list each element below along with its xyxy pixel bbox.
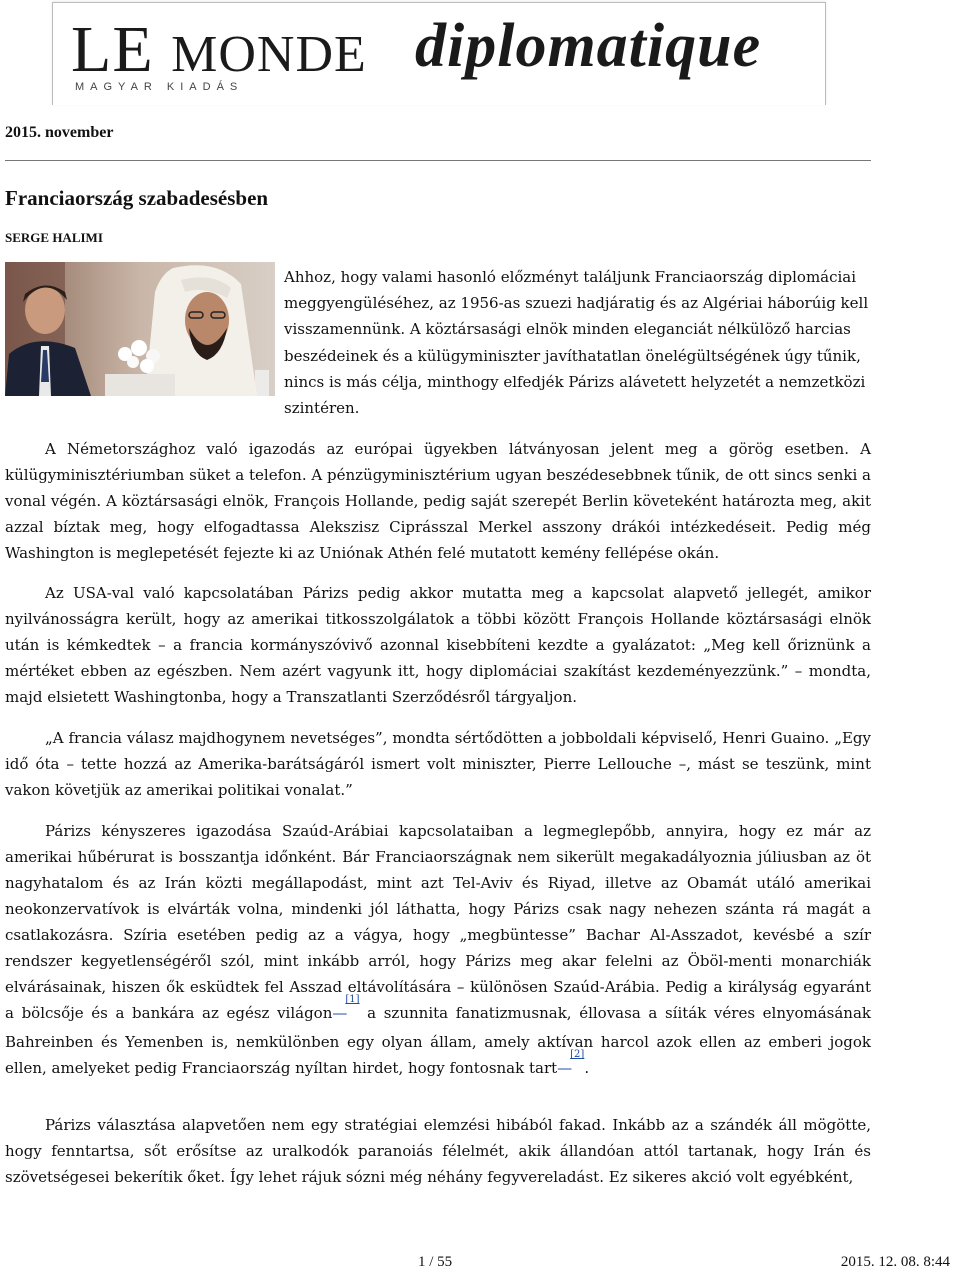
print-timestamp: 2015. 12. 08. 8:44	[840, 1254, 950, 1270]
article-title: Franciaország szabadesésben	[5, 186, 269, 210]
logo-le: LE	[71, 13, 154, 86]
masthead-logo	[52, 2, 826, 105]
footnote-link-1[interactable]: [1]	[345, 994, 360, 1005]
paragraph-4	[5, 818, 871, 1084]
logo-monde: MONDE	[171, 26, 367, 83]
logo-edition: MAGYAR KIADÁS	[75, 81, 244, 93]
article-author: SERGE HALIMI	[5, 230, 103, 245]
footnote-link-2[interactable]: [2]	[570, 1049, 585, 1060]
article-lead: Ahhoz, hogy valami hasonló előzményt találjunk Franciaország diplomáciai meggyengüléséhez, az 1956-as szuezi hadjáratig és az Algériai háborúig kell visszamennünk. A köztársasági elnök minden eleganciát nélkülöző harcias beszédeinek és a külügyminiszter javíthatatlan önelégültségének úgy tűnik, nincs is más célja, minthogy elfedjék Párizs alávetett helyzetét a nemzetközi szintéren.	[284, 268, 869, 418]
paragraph-2: Az USA-val való kapcsolatában Párizs pedig akkor mutatta meg a kapcsolat alapvető jellegét, amikor nyilvánosságra került, hogy az amerikai titkosszolgálatok a többi között François Hollande köztársasági elnök után is kémkedtek – a francia kormányszóvivő azonnal kisebbíteni kezdte a gyalázatot: „Meg kell őriznünk a mértéket ebben az egészben. Nem azért vagyunk itt, hogy diplomáciai szakítást kezdeményezzünk.” – mondta, majd elsietett Washingtonba, hogy a Transzatlanti Szerződésről tárgyaljon.	[5, 584, 871, 706]
page-number: 1 / 55	[418, 1254, 453, 1270]
footnote-line-2: —	[557, 1059, 573, 1077]
paragraph-1: A Németországhoz való igazodás az európai ügyekben látványosan jelent meg a görög esetben. A külügyminisztériumban süket a telefon. A pénzügyminisztérium ugyan beszédesebbnek tűnik, de ott sincs senki a vonal végén. A köztársasági elnök, François Hollande, pedig saját szerepét Berlin követeként határozta meg, akit azzal bíztak meg, hogy elfogadtassa Alekszisz Ciprásszal Merkel asszony drákói intézkedéseit. Pedig még Washington is meglepetését fejezte ki az Uniónak Athén felé mutatott kemény fellépése okán.	[5, 440, 871, 562]
paragraph-4-part-1: Párizs kényszeres igazodása Szaúd-Arábiai kapcsolataiban a legmeglepőbb, annyira, hogy ez már az amerikai hűbérurat is bosszantja időnként. Bár Franciaországnak nem sikerült megakadályoznia júliusban az öt nagyhatalom és az Irán közti megállapodást, mint azt Tel-Aviv és Riyad, illetve az Obamát utáló amerikai neokonzervatívok is elvárták volna, mindenki jól láthatta, hogy Párizs csak nagy nehezen szánta rá magát a csatlakozásra. Szíria esetében pedig az a vágya, hogy „megbüntesse” Bachar Al-Asszadot, kevésbé a szír rendszer kegyetlenségéről szól, mint inkább arról, hogy Párizs meg akar felelni az Öböl-menti monarchiák elvárásainak, hiszen ők esküdtek fel Asszad eltávolítására – különösen Szaúd-Arábia. Pedig a királyság egyaránt a bölcsője és a bankára az egész világon	[5, 822, 871, 1022]
paragraph-4-part-3: .	[584, 1059, 590, 1077]
paragraph-4-part-2: a szunnita fanatizmusnak, éllovasa a síiták véres elnyomásának Bahreinben és Yemenben is, nemkülönben egy olyan állam, amely aktívan harcol azok ellen az emberi jogok ellen, amelyeket pedig Franciaország nyíltan hirdet, hogy fontosnak tart	[5, 1004, 871, 1077]
footnote-line-1: —	[332, 1004, 348, 1022]
photo-illustration	[5, 262, 275, 396]
paragraph-5: Párizs választása alapvetően nem egy stratégiai elemzési hibából fakad. Inkább az a szándék áll mögötte, hogy fenntartsa, sőt erősítse az uralkodók paranoiás félelmét, akik állandóan attól tartanak, hogy Irán és szövetségesei bekerítik őket. Így lehet rájuk sózni még néhány fegyvereladást. Ez sikeres akció volt egyébként,	[5, 1116, 871, 1186]
issue-date: 2015. november	[5, 124, 114, 141]
article-photo	[5, 262, 275, 396]
paragraph-3: „A francia válasz majdhogynem nevetséges”, mondta sértődötten a jobboldali képviselő, Henri Guaino. „Egy idő óta – tette hozzá az Amerika-barátságáról ismert volt miniszter, Pierre Lellouche –, mást se teszünk, mint vakon követjük az amerikai politikai vonalat.”	[5, 729, 871, 799]
logo-diplomatique: diplomatique	[415, 12, 762, 80]
header-divider	[5, 160, 871, 161]
